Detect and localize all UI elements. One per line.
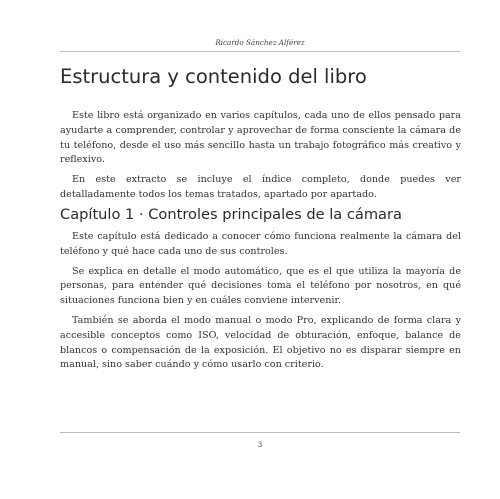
running-header-author: Ricardo Sánchez Alférez — [215, 38, 305, 47]
footer-divider — [60, 432, 460, 433]
page-number: 3 — [257, 441, 263, 449]
section-title: Capítulo 1 · Controles principales de la cámara — [60, 206, 402, 223]
section-paragraph: Se explica en detalle el modo automático, que es el que utiliza la mayoría de personas, para entender qué decisiones toma el teléfono por nosotros, en qué situaciones funciona bien y en cuáles conviene intervenir. — [60, 265, 461, 307]
section-text — [60, 230, 461, 378]
section-paragraph: Este capítulo está dedicado a conocer cómo funciona realmente la cámara del teléfono y qué hace cada uno de sus controles. — [60, 231, 461, 257]
section-paragraph: También se aborda el modo manual o modo Pro, explicando de forma clara y accesible conceptos como ISO, velocidad de obturación, enfoque, balance de blancos o compensación de la exposición. El objetivo no es disparar siempre en manual, sino saber cuándo y cómo usarlo con criterio. — [60, 314, 461, 371]
header-divider — [60, 51, 460, 52]
chapter-title: Estructura y contenido del libro — [60, 65, 367, 88]
intro-text — [60, 109, 461, 208]
intro-paragraph: Este libro está organizado en varios capítulos, cada uno de ellos pensado para ayudarte a comprender, controlar y aprovechar de forma consciente la cámara de tu teléfono, desde el uso más sencillo hasta un trabajo fotográfico más creativo y reflexivo. — [60, 110, 461, 166]
intro-paragraph: En este extracto se incluye el índice completo, donde puedes ver detalladamente todos los temas tratados, apartado por apartado. — [60, 174, 461, 200]
